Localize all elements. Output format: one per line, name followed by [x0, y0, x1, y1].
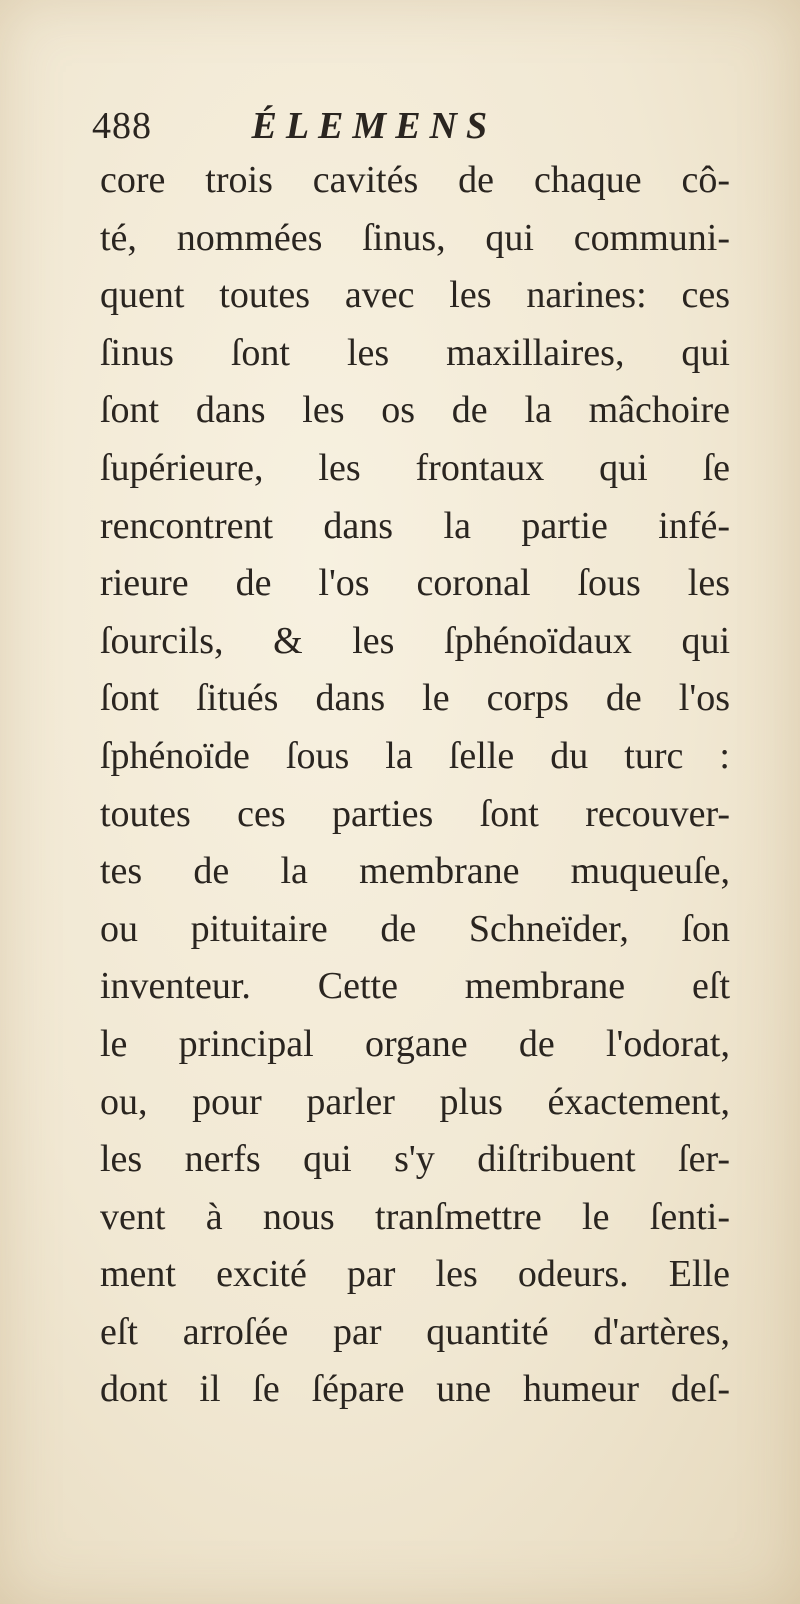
text-line: ment excité par les odeurs. Elle	[100, 1253, 730, 1296]
text-line: dont il ſe ſépare une humeur deſ-	[100, 1368, 730, 1411]
text-line: ſinus ſont les maxillaires, qui	[100, 331, 730, 374]
text-line: té, nommées ſinus, qui communi-	[100, 216, 730, 259]
text-line: ſourcils, & les ſphénoïdaux qui	[100, 619, 730, 662]
running-title: ÉLEMENS	[251, 105, 497, 147]
text-line: inventeur. Cette membrane eſt	[100, 965, 730, 1008]
text-line: les nerfs qui s'y diſtribuent ſer-	[100, 1138, 730, 1181]
text-line: tes de la membrane muqueuſe,	[100, 850, 730, 893]
text-line: rencontrent dans la partie infé-	[100, 504, 730, 547]
body-text	[100, 152, 730, 1419]
text-line: core trois cavités de chaque cô-	[100, 159, 730, 201]
page-number: 488	[92, 105, 152, 147]
text-line: ſont ſitués dans le corps de l'os	[100, 677, 730, 720]
text-line: toutes ces parties ſont recouver-	[100, 792, 730, 835]
text-line: quent toutes avec les narines: ces	[100, 274, 730, 317]
text-line: le principal organe de l'odorat,	[100, 1022, 730, 1065]
page-header	[92, 100, 732, 152]
text-line: vent à nous tranſmettre le ſenti-	[100, 1195, 730, 1238]
text-line: ou pituitaire de Schneïder, ſon	[100, 907, 730, 950]
text-line: eſt arroſée par quantité d'artères,	[100, 1310, 730, 1353]
text-line: ſont dans les os de la mâchoire	[100, 389, 730, 432]
text-line: rieure de l'os coronal ſous les	[100, 562, 730, 605]
text-line: ou, pour parler plus éxactement,	[100, 1080, 730, 1123]
text-line: ſphénoïde ſous la ſelle du turc :	[100, 734, 730, 777]
text-line: ſupérieure, les frontaux qui ſe	[100, 446, 730, 489]
